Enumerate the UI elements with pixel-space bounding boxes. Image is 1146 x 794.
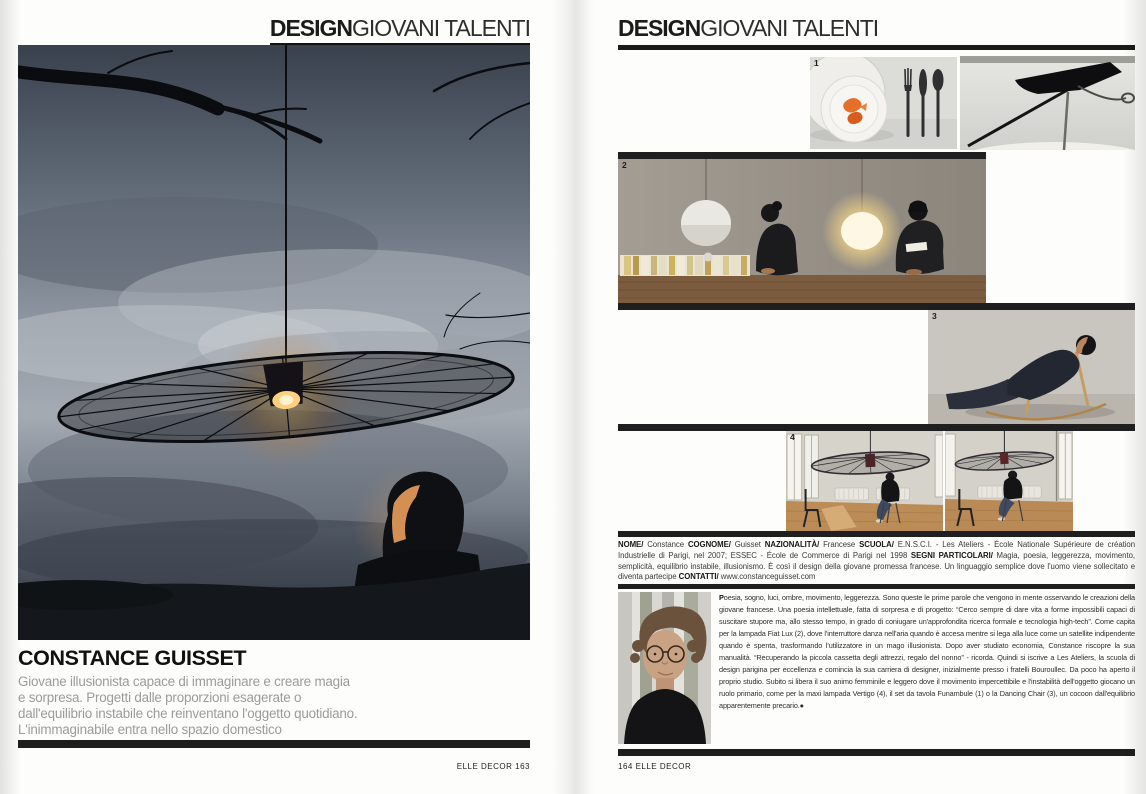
profile-value: Francese (823, 540, 856, 549)
fiat-lux-illustration (960, 56, 1135, 150)
section-header-bold: DESIGN (269, 15, 353, 41)
header-rule (618, 45, 1135, 50)
profile-value: Constance (647, 540, 685, 549)
designer-profile-block (618, 540, 1135, 583)
website-url: www.constanceguisset.com (720, 572, 816, 582)
funambule-photo (810, 57, 957, 149)
photo-number-label: 2 (622, 160, 627, 170)
designer-name-title: CONSTANCE GUISSET (18, 646, 247, 670)
article-body-text: oesia, sogno, luci, ombre, movimento, leggerezza. Sono queste le prime parole che vengono in mente osservando le creazioni della giovane francese. Una poesia intellettuale, fatta di sorpresa e di progetto: “Cerco sempre di dare vita a forme impossibili capaci di suscitare stupore ma, allo stesso tempo, in grado di coniugare un'approfondita ricerca formale e tecnologia high-tech”. Come capita per la lampada Fiat Lux (2), dove l'interruttore danza nell'aria quando è accesa mentre si lega alla luce come un satellite indipendente quando è spenta, trasformando l'utilizzatore in un mago illusionista. Dopo aver studiato economia, Constance riscopre la sua manualità. “Recuperando la piccola cassetta degli attrezzi, regalo del nonno” - ricorda. Quindi si iscrive a Les Ateliers, la scuola di design parigina per eccellenza e comincia la sua carriera di designer, inizialmente presso i fratelli Bouroullec. Da poco ha aperto il proprio studio. Subito si libera il suo animo femminile e leggero dove il movimento impercettibile e l'instabilità dell'oggetto giocano un ruolo primario, come per la maxi lampada Vertigo (4), il set da tavola Funambule (1) o la Dancing Chair (3), un cocoon dall'equilibrio apparentemente precario.● (719, 593, 1135, 710)
funambule-illustration (810, 57, 957, 149)
vertigo-interior-photo-left (786, 431, 943, 531)
divider-bar (618, 749, 1135, 756)
fiat-lux-room-photo (618, 159, 986, 305)
intro-line: Giovane illusionista capace di immaginare e creare magia (18, 674, 350, 689)
dancing-chair-illustration (928, 310, 1135, 424)
intro-text (18, 674, 438, 738)
divider-bar (618, 152, 986, 159)
photo-number-label: 1 (814, 58, 819, 68)
fiat-lux-room-illustration (618, 159, 986, 305)
vertigo-interior-photo-right (945, 431, 1073, 531)
fiat-lux-photo (960, 56, 1135, 150)
designer-portrait-photo (618, 592, 711, 744)
profile-value: Magia, poesia, leggerezza, movimento, semplicità, equilibrio instabile, illusionismo. È così il design della giovane promessa francese. Un linguaggio semplice dove l'uomo viene sollecitato e diventa partecipe (618, 550, 1135, 582)
vertigo-interior-illustration-right (945, 431, 1073, 531)
divider-bar (618, 531, 1135, 537)
section-header-light: GIOVANI TALENTI (700, 15, 879, 41)
intro-line: dall'equilibrio instabile che reinventano l'oggetto quotidiano. (18, 706, 358, 721)
profile-label: CONTATTI/ (678, 572, 719, 582)
page-number-right: 164 ELLE DECOR (618, 762, 692, 771)
divider-bar (618, 424, 1135, 431)
profile-label: NAZIONALITÀ/ (764, 540, 820, 549)
lead-character: P (719, 593, 724, 602)
wood-floor (786, 501, 943, 531)
photo-number-label: 4 (790, 432, 795, 442)
section-header-right (618, 15, 878, 41)
profile-value: Guisset (734, 540, 761, 549)
profile-label: NOME/ (618, 540, 644, 549)
profile-label: COGNOME/ (687, 540, 731, 549)
intro-line: L'inimmaginabile entra nello spazio domestico (18, 722, 282, 737)
photo-number-label: 3 (932, 311, 937, 321)
designer-portrait-illustration (618, 592, 711, 744)
divider-bar (18, 740, 530, 748)
vertigo-outdoor-illustration (18, 45, 530, 640)
right-page (573, 0, 1146, 794)
profile-label: SCUOLA/ (859, 540, 894, 549)
profile-label: SEGNI PARTICOLARI/ (910, 550, 993, 560)
section-header-left (270, 15, 530, 46)
section-header-bold: DESIGN (618, 15, 701, 41)
profile-value: E.N.S.C.I. - Les Ateliers - École Nationale Supérieure de création Industrielle di Parigi, nel 2007; ESSEC - École de Commerce di Parigi nel 1998 (618, 540, 1135, 560)
divider-bar (618, 303, 1135, 310)
article-section (618, 592, 1135, 744)
article-body (719, 592, 1135, 744)
vertigo-outdoor-photo (18, 45, 530, 640)
book-row (620, 255, 750, 276)
divider-bar (618, 584, 1135, 589)
dancing-chair-photo (928, 310, 1135, 424)
page-number-left: ELLE DECOR 163 (456, 762, 530, 771)
vertigo-interior-illustration-left (786, 431, 943, 531)
intro-line: e sorpresa. Progetti dalle proporzioni esagerate o (18, 690, 302, 705)
section-header-light: GIOVANI TALENTI (352, 15, 530, 41)
